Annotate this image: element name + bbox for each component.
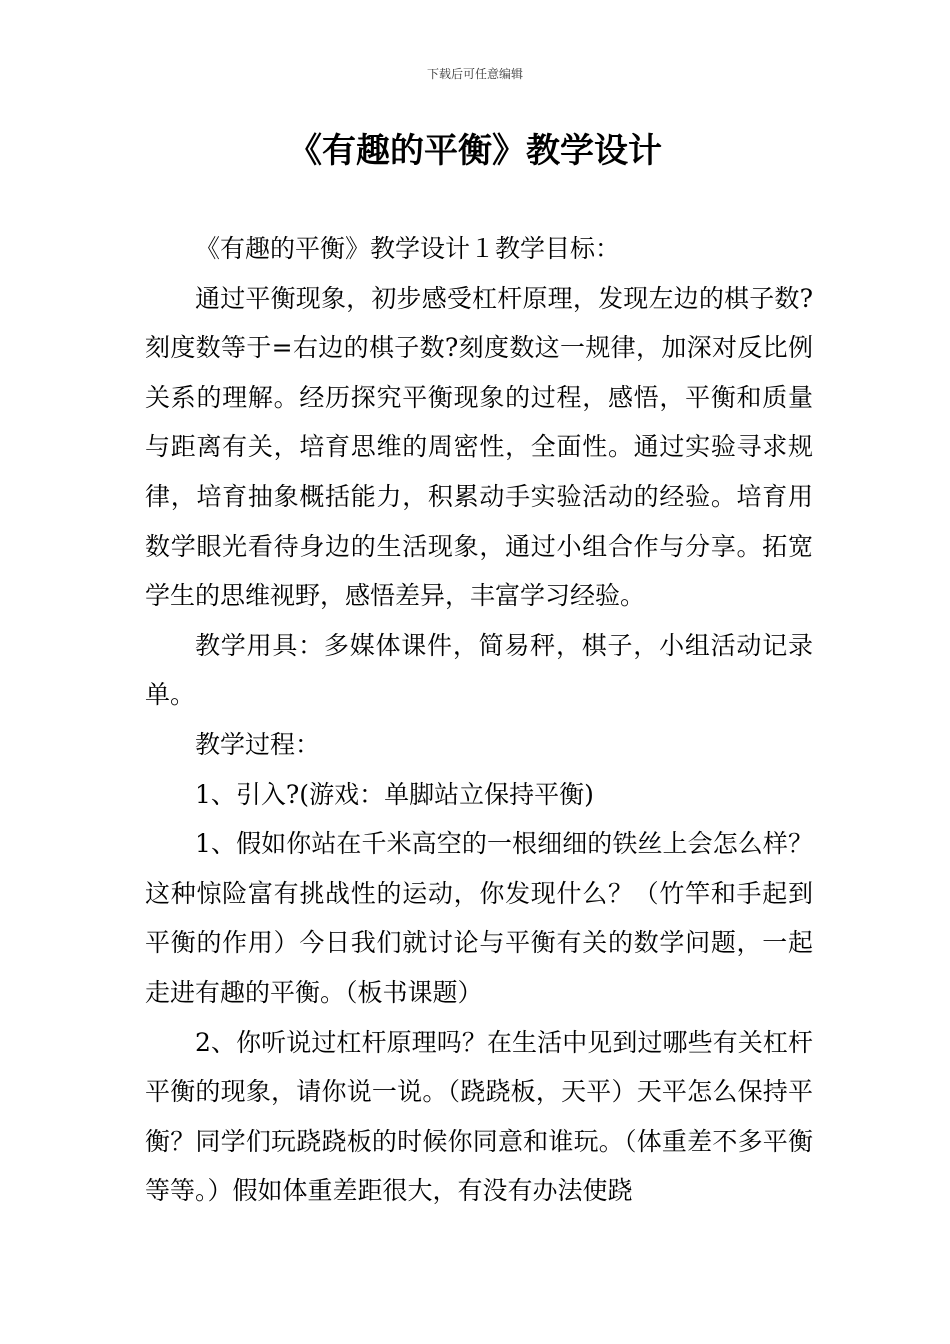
paragraph-question-2: 2、你听说过杠杆原理吗？在生活中见到过哪些有关杠杆平衡的现象，请你说一说。（跷跷板，天平）天平怎么保持平衡？同学们玩跷跷板的时候你同意和谁玩。（体重差不多平衡等等。）假如体重差距很大，有没有办法使跷 [145, 1027, 813, 1206]
document-title: 《有趣的平衡》教学设计 [288, 131, 662, 171]
paragraph-introduction: 1、引入?(游戏：单脚站立保持平衡) [195, 779, 594, 809]
document-body [145, 224, 813, 1216]
paragraph-objectives: 通过平衡现象，初步感受杠杆原理，发现左边的棋子数?刻度数等于=右边的棋子数?刻度数这一规律，加深对反比例关系的理解。经历探究平衡现象的过程，感悟，平衡和质量与距离有关，培育思维的周密性，全面性。通过实验寻求规律，培育抽象概括能力，积累动手实验活动的经验。培育用数学眼光看待身边的生活现象，通过小组合作与分享。拓宽学生的思维视野，感悟差异，丰富学习经验。 [145, 283, 813, 611]
paragraph-objectives-heading: 《有趣的平衡》教学设计１教学目标： [195, 234, 621, 263]
paragraph-process-heading: 教学过程： [195, 729, 321, 759]
paragraph-question-1: 1、假如你站在千米高空的一根细细的铁丝上会怎么样？这种惊险富有挑战性的运动，你发现什么？（竹竿和手起到平衡的作用）今日我们就讨论与平衡有关的数学问题，一起走进有趣的平衡。（板书课题） [145, 829, 813, 1007]
paragraph-teaching-tools: 教学用具：多媒体课件，简易秤，棋子，小组活动记录单。 [145, 630, 813, 710]
header-note: 下载后可任意编辑 [426, 67, 523, 81]
